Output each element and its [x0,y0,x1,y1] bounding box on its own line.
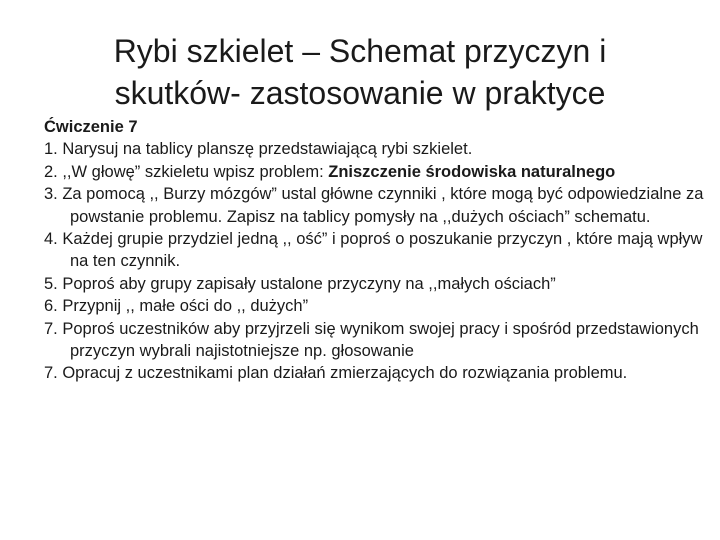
exercise-content [44,116,704,385]
slide-title [40,30,680,114]
exercise-heading: Ćwiczenie 7 [44,118,138,136]
step-item [44,228,704,273]
slide-title-line-1: Rybi szkielet – Schemat przyczyn i [113,33,607,69]
step-item [44,183,704,228]
step-text: 2. ,,W głowę” szkieletu wpisz problem: [44,162,329,181]
step-item [44,362,704,384]
step-text: 7. Opracuj z uczestnikami plan działań zmierzających do rozwiązania problemu. [44,364,628,383]
step-item [44,161,704,183]
step-text: 5. Poproś aby grupy zapisały ustalone przyczyny na ,,małych ościach” [44,274,556,293]
step-item [44,273,704,295]
step-text: 7. Poproś uczestników aby przyjrzeli się wynikom swojej pracy i spośród przedstawionych przyczyn wybrali najistotniejsze np. głosowanie [44,319,699,361]
step-item [44,318,704,363]
step-text: 1. Narysuj na tablicy planszę przedstawiającą rybi szkielet. [44,140,473,159]
step-item [44,138,704,160]
slide-title-line-2: skutków- zastosowanie w praktyce [114,75,606,111]
step-text: 4. Każdej grupie przydziel jedną ,, ość” i poproś o poszukanie przyczyn , które mają wpływ na ten czynnik. [44,230,703,271]
problem-statement: Zniszczenie środowiska naturalnego [328,162,616,181]
step-text: 3. Za pomocą ,, Burzy mózgów” ustal główne czynniki , które mogą być odpowiedzialne za powstanie problemu. Zapisz na tablicy pomysły na ,,dużych ościach” schematu. [44,185,704,226]
step-text: 6. Przypnij ,, małe ości do ,, dużych” [44,297,309,316]
step-item [44,295,704,317]
